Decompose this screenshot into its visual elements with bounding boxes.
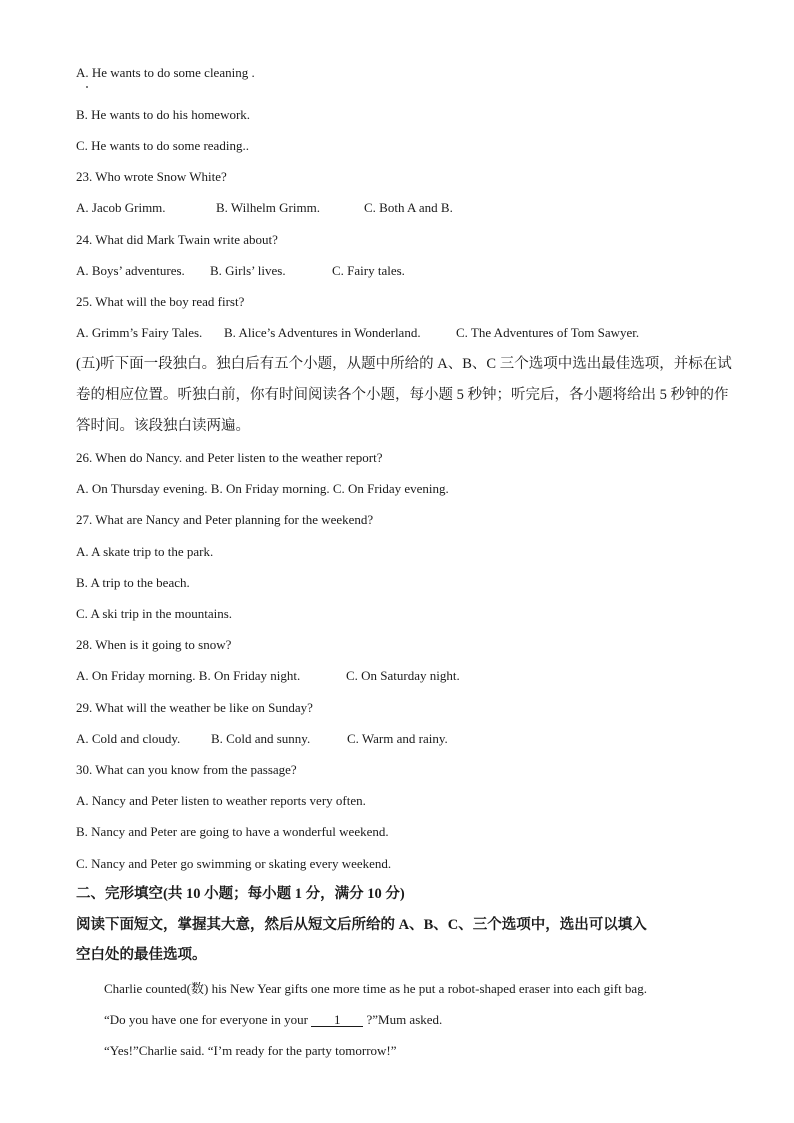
q30-option-c: C. Nancy and Peter go swimming or skating every weekend. xyxy=(76,856,392,871)
q24-option-c: C. Fairy tales. xyxy=(332,263,405,278)
passage-paragraph-2 xyxy=(104,1012,442,1028)
q28-option-ab: A. On Friday morning. B. On Friday night. xyxy=(76,668,301,683)
passage-paragraph-3: “Yes!”Charlie said. “I’m ready for the party tomorrow!” xyxy=(104,1043,397,1058)
q28-option-c: C. On Saturday night. xyxy=(346,668,460,683)
q29-option-a: A. Cold and cloudy. xyxy=(76,731,181,746)
q23-option-b: B. Wilhelm Grimm. xyxy=(216,200,320,215)
q23-option-a: A. Jacob Grimm. xyxy=(76,200,166,215)
q24-question: 24. What did Mark Twain write about? xyxy=(76,232,278,247)
q29-option-c: C. Warm and rainy. xyxy=(347,731,448,746)
q23-options xyxy=(76,200,453,216)
passage-p2-before: “Do you have one for everyone in your xyxy=(104,1012,312,1027)
section5-instruction-line2: 卷的相应位置。听独白前，你有时间阅读各个小题，每小题 5 秒钟；听完后，各小题将给出 5 秒钟的作 xyxy=(76,387,729,403)
q27-option-b: B. A trip to the beach. xyxy=(76,575,190,590)
q27-option-c: C. A ski trip in the mountains. xyxy=(76,606,233,621)
q25-options xyxy=(76,325,639,341)
part2-instruction-line2: 空白处的最佳选项。 xyxy=(76,947,207,963)
passage-p2-after: ?”Mum asked. xyxy=(363,1012,443,1027)
q27-question: 27. What are Nancy and Peter planning for the weekend? xyxy=(76,512,374,527)
q28-question: 28. When is it going to snow? xyxy=(76,637,232,652)
q25-option-a: A. Grimm’s Fairy Tales. xyxy=(76,325,203,340)
section5-instruction-line3: 答时间。该段独白读两遍。 xyxy=(76,418,250,434)
q22-option-c: C. He wants to do some reading.. xyxy=(76,138,249,153)
q25-option-c: C. The Adventures of Tom Sawyer. xyxy=(456,325,640,340)
cloze-blank-1: 1 xyxy=(311,1013,363,1027)
q26-question: 26. When do Nancy. and Peter listen to the weather report? xyxy=(76,450,383,465)
q22-option-b: B. He wants to do his homework. xyxy=(76,107,251,122)
passage-paragraph-1: Charlie counted(数) his New Year gifts one more time as he put a robot-shaped eraser into each gift bag. xyxy=(104,981,647,996)
q22-option-a: A. He wants to do some cleaning . xyxy=(76,65,255,80)
q30-option-b: B. Nancy and Peter are going to have a wonderful weekend. xyxy=(76,824,389,839)
q24-options xyxy=(76,263,405,279)
q28-options xyxy=(76,668,460,684)
q29-option-b: B. Cold and sunny. xyxy=(211,731,311,746)
q25-option-b: B. Alice’s Adventures in Wonderland. xyxy=(224,325,421,340)
part2-heading: 二、完形填空(共 10 小题；每小题 1 分，满分 10 分) xyxy=(76,886,405,902)
q24-option-b: B. Girls’ lives. xyxy=(210,263,286,278)
part2-instruction-line1: 阅读下面短文，掌握其大意，然后从短文后所给的 A、B、C、三个选项中，选出可以填入 xyxy=(76,917,647,933)
q23-question: 23. Who wrote Snow White? xyxy=(76,169,227,184)
q29-question: 29. What will the weather be like on Sunday? xyxy=(76,700,313,715)
q23-option-c: C. Both A and B. xyxy=(364,200,453,215)
q26-options: A. On Thursday evening. B. On Friday morning. C. On Friday evening. xyxy=(76,481,449,496)
q29-options xyxy=(76,731,448,747)
q24-option-a: A. Boys’ adventures. xyxy=(76,263,185,278)
q25-question: 25. What will the boy read first? xyxy=(76,294,245,309)
q27-option-a: A. A skate trip to the park. xyxy=(76,544,214,559)
q30-option-a: A. Nancy and Peter listen to weather reports very often. xyxy=(76,793,366,808)
stray-dot xyxy=(86,86,88,88)
section5-instruction-line1: (五)听下面一段独白。独白后有五个小题，从题中所给的 A、B、C 三个选项中选出最佳选项，并标在试 xyxy=(76,356,732,372)
q30-question: 30. What can you know from the passage? xyxy=(76,762,297,777)
